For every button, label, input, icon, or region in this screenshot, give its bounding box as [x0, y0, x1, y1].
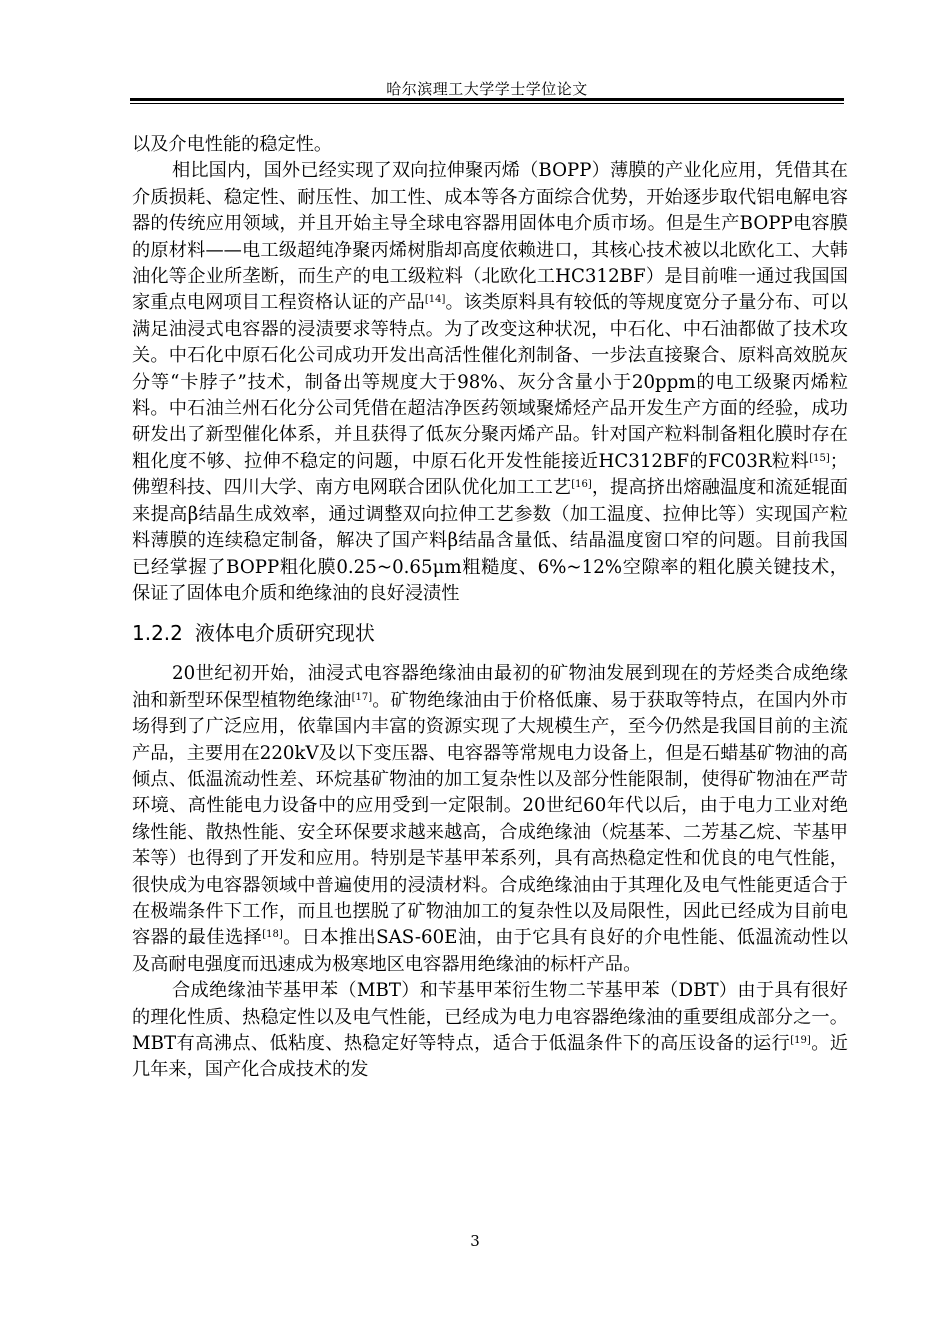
citation: [16]: [571, 479, 592, 491]
citation: [17]: [351, 691, 373, 703]
section-heading: [132, 619, 848, 647]
citation: [14]: [424, 294, 446, 306]
running-header: 哈尔滨理工大学学士学位论文: [386, 80, 588, 98]
header-rule-thick: [130, 98, 844, 101]
paragraph: 相比国内，国外已经实现了双向拉伸聚丙烯（BOPP）薄膜的产业化应用，凭借其在介质损耗、稳定性、耐压性、加工性、成本等各方面综合优势，开始逐步取代铝电解电容器的传统应用领域，并且开始主导全球电容器用固体电介质市场。但是生产BOPP电容膜的原材料——电工级超纯净聚丙烯树脂却高度依赖进口，其核心技术被以北欧化工、大韩油化等企业所垄断，而生产的电工级粒料（北欧化工HC312BF）是目前唯一通过我国国家重点电网项目工程资格认证的产品[14]。该类原料具有较低的等规度宽分子量分布、可以满足油浸式电容器的浸渍要求等特点。为了改变这种状况，中石化、中石油都做了技术攻关。中石化中原石化公司成功开发出高活性催化剂制备、一步法直接聚合、原料高效脱灰分等“卡脖子”技术，制备出等规度大于98%、灰分含量小于20ppm的电工级聚丙烯粒料。中石油兰州石化分公司凭借在超洁净医药领域聚烯烃产品开发生产方面的经验，成功研发出了新型催化体系，并且获得了低灰分聚丙烯产品。针对国产粒料制备粗化膜时存在粗化度不够、拉伸不稳定的问题，中原石化开发性能接近HC312BF的FC03R粒料[15]；佛塑科技、四川大学、南方电网联合团队优化加工工艺[16]，提高挤出熔融温度和流延辊面来提高β结晶生成效率，通过调整双向拉伸工艺参数（加工温度、拉伸比等）实现国产粒料薄膜的连续稳定制备，解决了国产料β结晶含量低、结晶温度窗口窄的问题。目前我国已经掌握了BOPP粗化膜0.25~0.65μm粗糙度、6%~12%空隙率的粗化膜关键技术，保证了固体电介质和绝缘油的良好浸渍性: [132, 160, 848, 604]
paragraph: 合成绝缘油苄基甲苯（MBT）和苄基甲苯衍生物二苄基甲苯（DBT）由于具有很好的理化性质、热稳定性以及电气性能，已经成为电力电容器绝缘油的重要组成部分之一。MBT有高沸点、低粘度、热稳定好等特点，适合于低温条件下的高压设备的运行[19]。近几年来，国产化合成技术的发: [132, 980, 848, 1081]
paragraph: 以及介电性能的稳定性。: [132, 134, 333, 155]
citation: [19]: [790, 1035, 811, 1046]
citation: [18]: [262, 929, 283, 941]
citation: [15]: [809, 452, 830, 464]
body-text: [132, 132, 848, 1084]
section-title: 液体电介质研究现状: [194, 621, 375, 646]
section-number: 1.2.2: [132, 621, 183, 646]
header-rule-thin: [130, 103, 844, 104]
page-number: 3: [470, 1232, 480, 1250]
paragraph: 20世纪初开始，油浸式电容器绝缘油由最初的矿物油发展到现在的芳烃类合成绝缘油和新型环保型植物绝缘油[17]。矿物绝缘油由于价格低廉、易于获取等特点，在国内外市场得到了广泛应用，依靠国内丰富的资源实现了大规模生产，至今仍然是我国目前的主流产品，主要用在220kV及以下变压器、电容器等常规电力设备上，但是石蜡基矿物油的高倾点、低温流动性差、环烷基矿物油的加工复杂性以及部分性能限制，使得矿物油在严苛环境、高性能电力设备中的应用受到一定限制。20世纪60年代以后，由于电力工业对绝缘性能、散热性能、安全环保要求越来越高，合成绝缘油（烷基苯、二芳基乙烷、苄基甲苯等）也得到了开发和应用。特别是苄基甲苯系列，具有高热稳定性和优良的电气性能，很快成为电容器领域中普遍使用的浸渍材料。合成绝缘油由于其理化及电气性能更适合于在极端条件下工作，而且也摆脱了矿物油加工的复杂性以及局限性，因此已经成为目前电容器的最佳选择[18]。日本推出SAS-60E油，由于它具有良好的介电性能、低温流动性以及高耐电强度而迅速成为极寒地区电容器用绝缘油的标杆产品。: [132, 663, 848, 975]
